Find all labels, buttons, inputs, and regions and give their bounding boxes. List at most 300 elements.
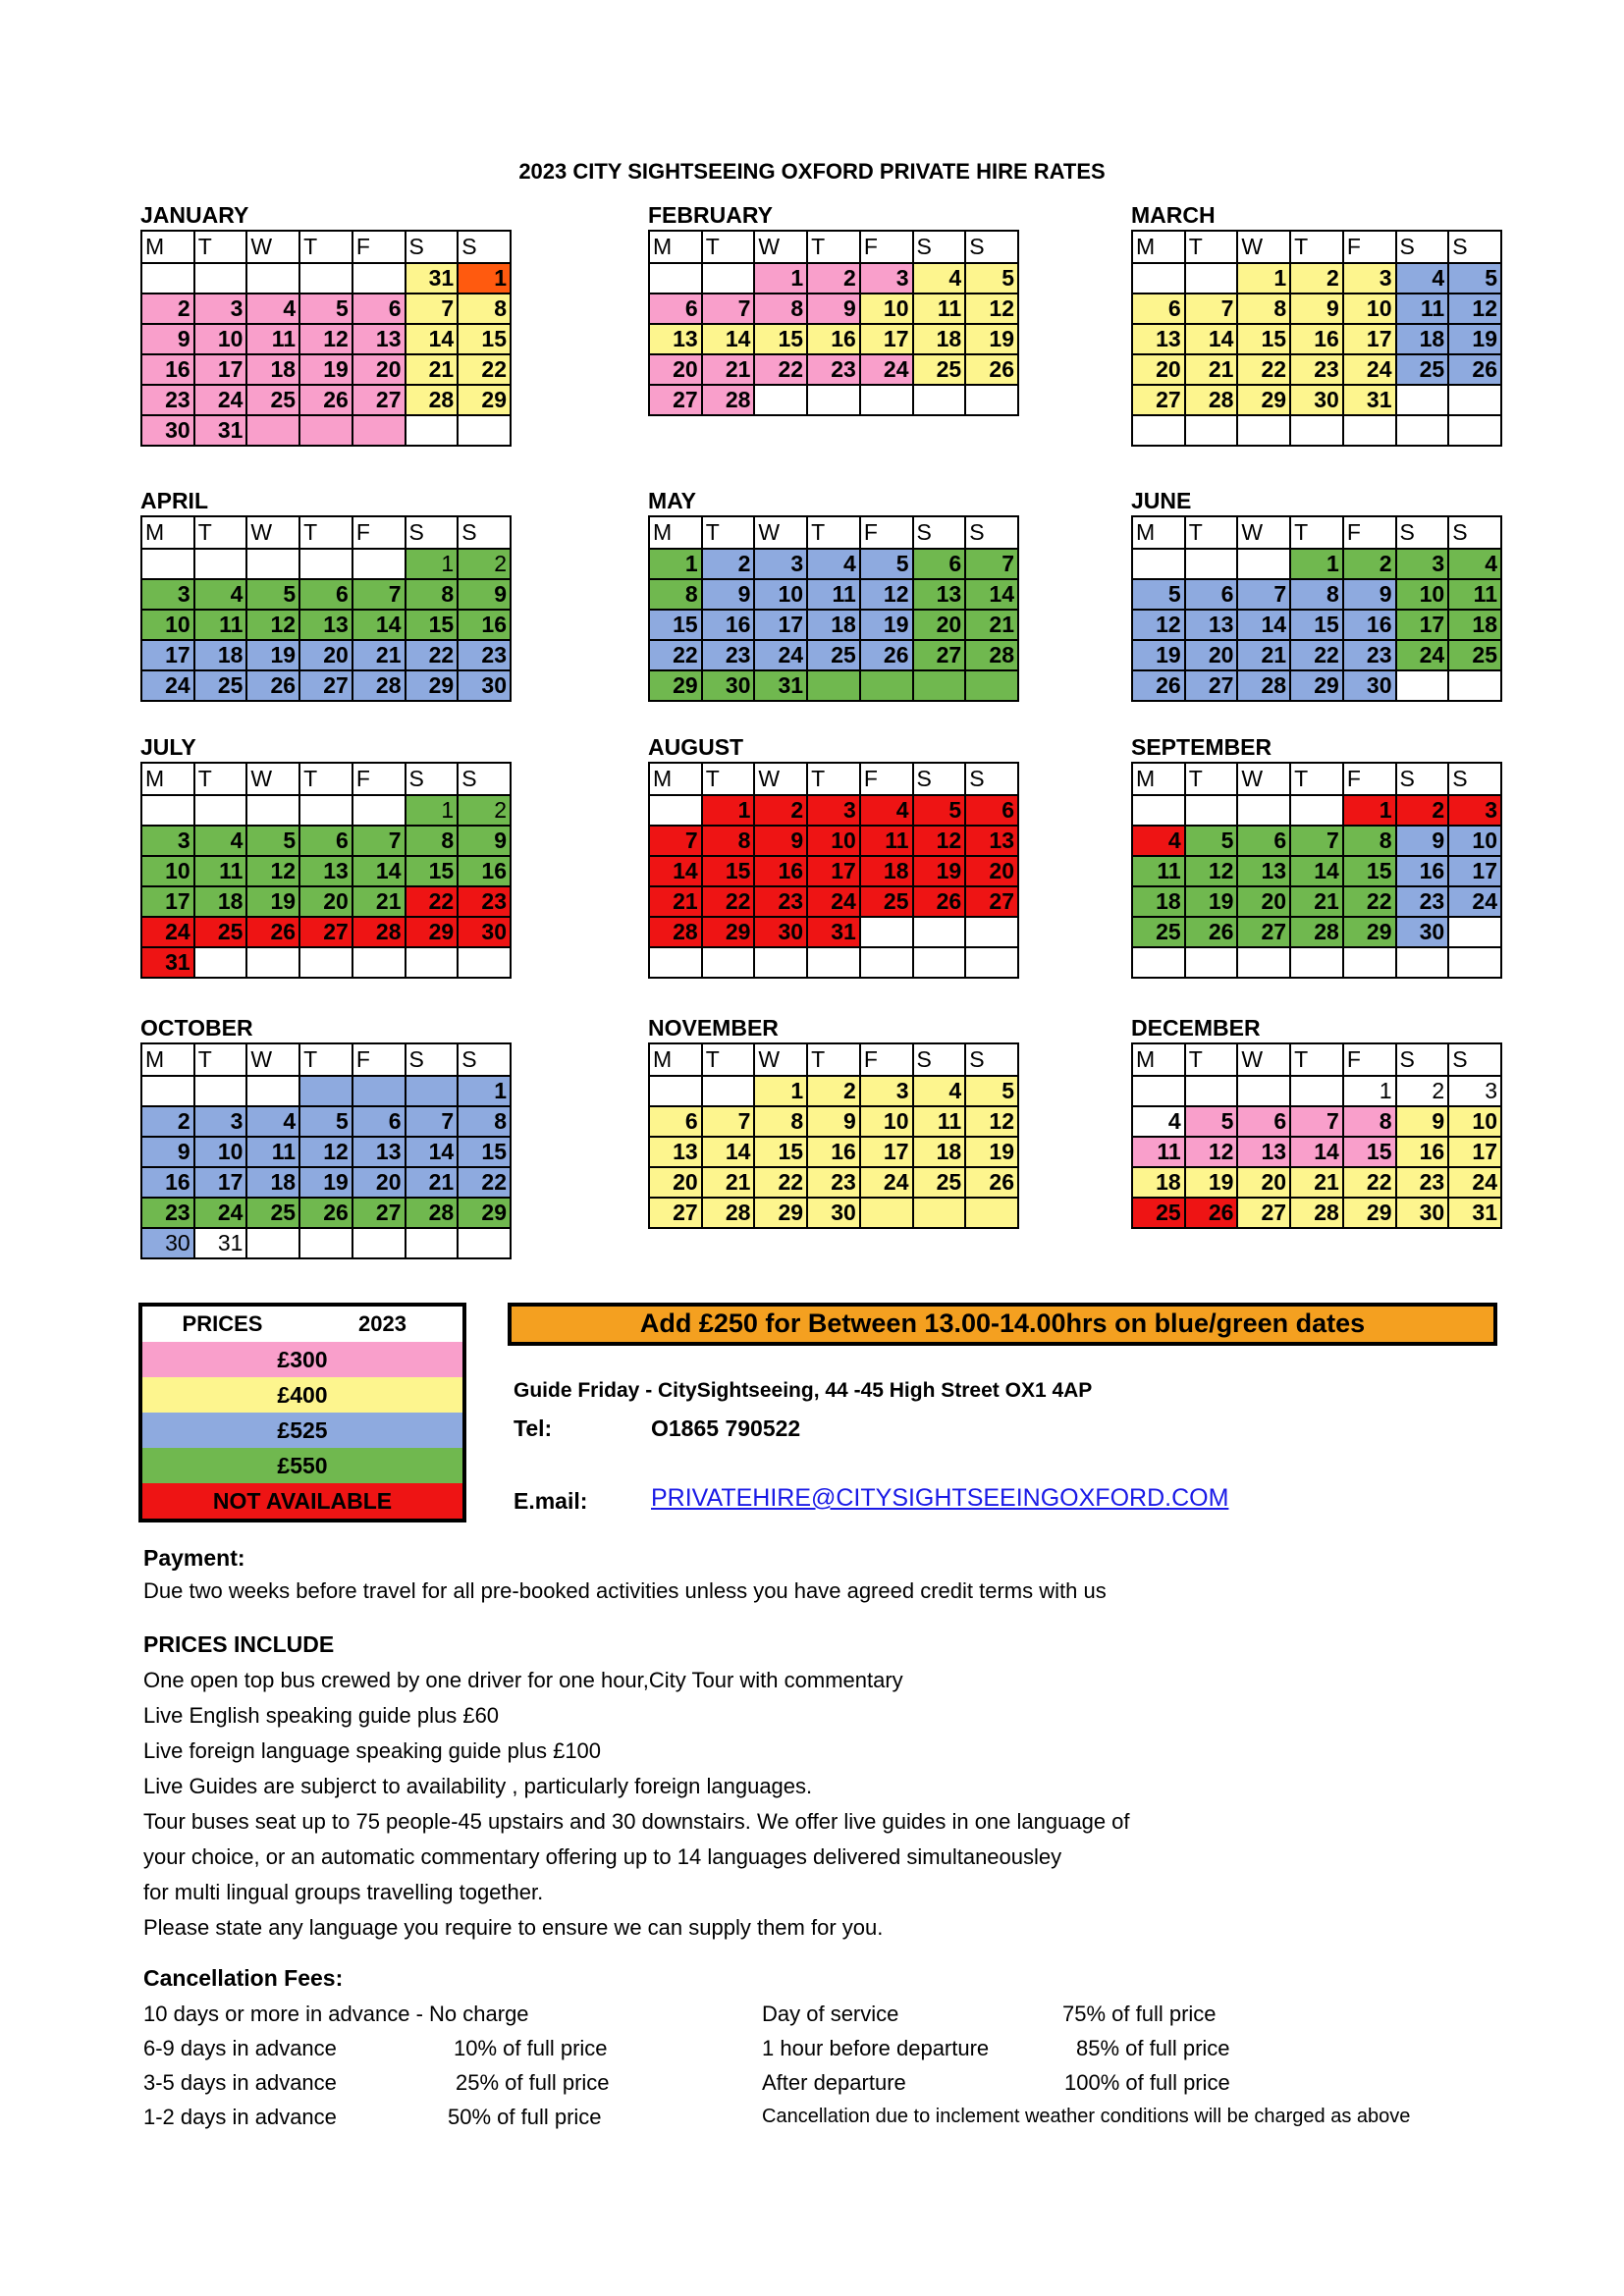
day-cell: 2 [807,1076,860,1106]
day-cell: 21 [1290,1167,1343,1198]
day-cell: 10 [194,1137,247,1167]
month-name: SEPTEMBER [1131,734,1272,760]
prices-include-line: Live Guides are subjerct to availability , particularly foreign languages. [143,1774,813,1798]
day-cell: 29 [1237,385,1290,415]
day-cell: 20 [299,640,352,670]
day-cell [649,947,702,978]
day-cell [860,947,913,978]
day-cell: 21 [352,640,406,670]
weekday-header: M [649,1043,702,1076]
day-cell [458,1228,511,1258]
day-cell: 7 [965,549,1018,579]
day-cell: 28 [1185,385,1238,415]
weekday-header: T [194,763,247,795]
day-cell: 3 [141,579,194,610]
day-cell [1132,795,1185,826]
day-cell: 15 [754,1137,807,1167]
day-cell: 11 [194,856,247,886]
day-cell: 7 [352,579,406,610]
week-row [649,886,1018,917]
weekday-header: T [807,516,860,549]
day-cell [406,1076,459,1106]
week-row [141,640,511,670]
day-cell: 5 [1132,579,1185,610]
day-cell [702,263,755,294]
day-cell: 6 [1237,1106,1290,1137]
day-cell [406,947,459,978]
day-cell: 5 [299,1106,352,1137]
weekday-header: S [1448,1043,1501,1076]
day-cell: 28 [965,640,1018,670]
day-cell: 6 [649,294,702,324]
day-cell: 22 [406,640,459,670]
day-cell: 30 [702,670,755,701]
day-cell: 22 [1290,640,1343,670]
day-cell: 2 [458,795,511,826]
day-cell: 10 [194,324,247,354]
day-cell [406,1228,459,1258]
day-cell: 24 [860,1167,913,1198]
day-cell [141,263,194,294]
day-cell: 19 [965,1137,1018,1167]
day-cell: 23 [807,1167,860,1198]
month-name: MAY [648,488,696,513]
day-cell: 16 [458,856,511,886]
week-row [1132,549,1501,579]
day-cell: 21 [1237,640,1290,670]
day-cell: 22 [406,886,459,917]
day-cell: 13 [965,826,1018,856]
weekday-header: W [754,231,807,263]
day-cell [352,795,406,826]
weekday-header: M [1132,1043,1185,1076]
weekday-header: T [702,231,755,263]
day-cell: 20 [1185,640,1238,670]
tel-value: O1865 790522 [651,1415,801,1441]
day-cell: 15 [702,856,755,886]
day-cell [860,917,913,947]
day-cell: 16 [141,354,194,385]
day-cell: 31 [194,1228,247,1258]
day-cell: 29 [406,670,459,701]
weekday-header: M [1132,231,1185,263]
day-cell: 14 [965,579,1018,610]
cancellation-item: 1 hour before departure 85% of full price [762,2036,1230,2060]
day-cell: 23 [702,640,755,670]
day-cell: 21 [1290,886,1343,917]
month-table [1131,230,1502,447]
weekday-header: T [807,1043,860,1076]
day-cell: 19 [860,610,913,640]
day-cell: 13 [649,324,702,354]
day-cell: 14 [1237,610,1290,640]
day-cell [754,385,807,415]
day-cell: 28 [406,385,459,415]
day-cell: 4 [1132,826,1185,856]
day-cell: 1 [458,1076,511,1106]
day-cell: 28 [702,1198,755,1228]
day-cell: 9 [754,826,807,856]
day-cell: 15 [458,1137,511,1167]
week-row [1132,1076,1501,1106]
day-cell: 12 [913,826,966,856]
cancellation-item: Day of service 75% of full price [762,2002,1217,2026]
day-cell [458,415,511,446]
day-cell: 2 [141,1106,194,1137]
weekday-header: S [965,516,1018,549]
month-february [648,200,1021,416]
day-cell: 3 [860,263,913,294]
day-cell [1185,263,1238,294]
weekday-header: S [1396,231,1449,263]
legend-row-525: £525 [142,1413,462,1448]
day-cell: 29 [649,670,702,701]
day-cell: 27 [649,385,702,415]
day-cell: 4 [913,1076,966,1106]
day-cell: 25 [1448,640,1501,670]
day-cell [965,670,1018,701]
week-row [649,1106,1018,1137]
weekday-header: S [458,516,511,549]
day-cell: 8 [406,579,459,610]
weekday-header: S [913,763,966,795]
day-cell: 17 [860,324,913,354]
day-cell: 6 [299,579,352,610]
week-row [649,579,1018,610]
cancellation-right [762,1997,1410,2134]
day-cell: 28 [649,917,702,947]
tel-label: Tel: [514,1415,553,1441]
day-cell: 3 [1396,549,1449,579]
day-cell [299,795,352,826]
week-row [1132,640,1501,670]
day-cell: 5 [913,795,966,826]
weekday-header: M [649,231,702,263]
weekday-header: M [649,516,702,549]
day-cell: 22 [458,354,511,385]
day-cell: 29 [458,1198,511,1228]
day-cell: 21 [702,1167,755,1198]
day-cell: 13 [352,324,406,354]
week-row [649,1167,1018,1198]
day-cell: 7 [702,294,755,324]
cancellation-left [143,1997,610,2134]
day-cell: 8 [458,294,511,324]
day-cell: 9 [1396,1106,1449,1137]
day-cell: 27 [299,917,352,947]
day-cell: 15 [458,324,511,354]
weekday-header: F [860,763,913,795]
week-row [1132,294,1501,324]
day-cell: 26 [965,354,1018,385]
weekday-header: S [1448,231,1501,263]
weekday-header: S [1396,1043,1449,1076]
weekday-header: S [913,231,966,263]
week-row [1132,579,1501,610]
day-cell: 31 [141,947,194,978]
weekday-header: T [194,1043,247,1076]
day-cell: 26 [299,385,352,415]
day-cell: 26 [913,886,966,917]
day-cell: 7 [1237,579,1290,610]
day-cell: 10 [860,294,913,324]
week-row [141,795,511,826]
week-row [649,549,1018,579]
week-row [1132,795,1501,826]
weekday-header: T [807,231,860,263]
day-cell [1343,947,1396,978]
day-cell: 26 [1448,354,1501,385]
day-cell: 9 [141,1137,194,1167]
day-cell: 11 [807,579,860,610]
week-row [1132,947,1501,978]
day-cell: 20 [649,354,702,385]
day-cell: 1 [649,549,702,579]
week-row [141,415,511,446]
day-cell [1448,385,1501,415]
weekday-header: T [1290,1043,1343,1076]
week-row [141,886,511,917]
weekday-header: S [406,1043,459,1076]
day-cell: 27 [1185,670,1238,701]
day-cell [299,1228,352,1258]
day-cell: 2 [1343,549,1396,579]
day-cell: 18 [194,640,247,670]
day-cell: 12 [1185,1137,1238,1167]
day-cell [807,947,860,978]
day-cell [1237,795,1290,826]
day-cell: 22 [1343,1167,1396,1198]
month-name: JUNE [1131,488,1192,513]
weekday-header: T [1185,231,1238,263]
day-cell: 14 [1185,324,1238,354]
week-row [649,294,1018,324]
day-cell: 15 [649,610,702,640]
day-cell: 26 [1185,917,1238,947]
weekday-header: F [860,516,913,549]
week-row [649,1198,1018,1228]
weekday-header: S [458,1043,511,1076]
day-cell: 22 [754,354,807,385]
day-cell: 21 [965,610,1018,640]
day-cell: 5 [299,294,352,324]
day-cell: 31 [807,917,860,947]
legend-row-not-available: NOT AVAILABLE [142,1483,462,1519]
month-name: OCTOBER [140,1015,253,1041]
day-cell [1290,947,1343,978]
day-cell: 24 [194,385,247,415]
day-cell: 5 [1185,826,1238,856]
week-row [141,579,511,610]
day-cell: 11 [913,1106,966,1137]
day-cell: 14 [406,1137,459,1167]
weekday-header: W [754,516,807,549]
cancellation-item: 6-9 days in advance 10% of full price [143,2036,608,2060]
day-cell: 28 [352,670,406,701]
week-row [1132,917,1501,947]
day-cell [1185,795,1238,826]
day-cell: 8 [754,1106,807,1137]
day-cell: 15 [1343,856,1396,886]
day-cell: 21 [702,354,755,385]
day-cell: 20 [913,610,966,640]
day-cell: 18 [1132,886,1185,917]
day-cell: 7 [1290,1106,1343,1137]
day-cell [1185,549,1238,579]
prices-include-heading: PRICES INCLUDE [143,1631,335,1657]
day-cell [194,263,247,294]
day-cell: 5 [246,826,299,856]
day-cell [1185,1076,1238,1106]
month-name: JANUARY [140,202,249,228]
day-cell: 14 [406,324,459,354]
day-cell [702,1076,755,1106]
week-row [141,1198,511,1228]
day-cell: 18 [194,886,247,917]
day-cell: 12 [965,294,1018,324]
day-cell [913,670,966,701]
day-cell: 28 [406,1198,459,1228]
day-cell: 13 [352,1137,406,1167]
day-cell [913,947,966,978]
day-cell: 9 [1396,826,1449,856]
day-cell: 1 [1343,795,1396,826]
day-cell: 19 [299,354,352,385]
day-cell: 4 [1396,263,1449,294]
day-cell: 24 [194,1198,247,1228]
day-cell: 19 [246,640,299,670]
day-cell: 18 [913,1137,966,1167]
day-cell [860,670,913,701]
day-cell: 24 [1448,1167,1501,1198]
weekday-header: F [860,1043,913,1076]
week-row [649,1076,1018,1106]
week-row [649,670,1018,701]
month-table [140,515,512,702]
day-cell: 24 [1448,886,1501,917]
day-cell [246,1228,299,1258]
day-cell: 9 [1343,579,1396,610]
day-cell: 27 [1237,1198,1290,1228]
contact-address: Guide Friday - CitySightseeing, 44 -45 High Street OX1 4AP [514,1379,1093,1402]
weekday-header: M [1132,763,1185,795]
payment-text: Due two weeks before travel for all pre-booked activities unless you have agreed credit terms with us [143,1578,1107,1603]
week-row [141,826,511,856]
day-cell: 24 [141,670,194,701]
weekday-header: T [194,516,247,549]
day-cell: 13 [1237,856,1290,886]
day-cell: 21 [649,886,702,917]
day-cell: 17 [860,1137,913,1167]
day-cell: 15 [754,324,807,354]
day-cell [860,1198,913,1228]
day-cell [1132,947,1185,978]
day-cell [352,263,406,294]
prices-include-line: Live foreign language speaking guide plus £100 [143,1738,602,1763]
day-cell: 15 [1290,610,1343,640]
day-cell: 6 [649,1106,702,1137]
day-cell: 14 [1290,1137,1343,1167]
day-cell: 6 [1132,294,1185,324]
day-cell [352,1228,406,1258]
legend-row-300: £300 [142,1342,462,1377]
weekday-header: F [1343,1043,1396,1076]
day-cell: 25 [913,354,966,385]
price-legend [138,1303,466,1522]
weekday-header: F [1343,231,1396,263]
day-cell: 25 [1132,917,1185,947]
day-cell [1237,549,1290,579]
day-cell: 11 [1396,294,1449,324]
day-cell: 2 [1396,1076,1449,1106]
weekday-header: W [246,516,299,549]
weekday-header: M [649,763,702,795]
day-cell: 9 [1290,294,1343,324]
day-cell: 16 [141,1167,194,1198]
cancellation-item: 10 days or more in advance - No charge [143,2002,529,2026]
day-cell: 25 [807,640,860,670]
day-cell [458,947,511,978]
week-row [141,263,511,294]
day-cell [965,385,1018,415]
day-cell: 30 [141,415,194,446]
month-table [140,1042,512,1259]
weekday-header: F [860,231,913,263]
week-row [1132,385,1501,415]
day-cell: 27 [1237,917,1290,947]
day-cell: 30 [1396,1198,1449,1228]
surcharge-banner: Add £250 for Between 13.00-14.00hrs on blue/green dates [508,1303,1497,1346]
day-cell: 26 [246,917,299,947]
day-cell: 30 [458,670,511,701]
day-cell: 16 [1290,324,1343,354]
day-cell: 17 [141,886,194,917]
day-cell: 21 [406,354,459,385]
week-row [649,385,1018,415]
day-cell: 11 [246,1137,299,1167]
day-cell: 25 [1396,354,1449,385]
day-cell: 1 [1290,549,1343,579]
day-cell [1237,947,1290,978]
day-cell: 22 [1237,354,1290,385]
day-cell: 3 [1448,795,1501,826]
day-cell: 12 [1132,610,1185,640]
day-cell: 30 [141,1228,194,1258]
day-cell: 23 [141,385,194,415]
month-table [1131,1042,1502,1229]
day-cell: 4 [1132,1106,1185,1137]
week-row [141,1137,511,1167]
month-june [1131,486,1504,702]
month-table [648,230,1019,416]
day-cell: 28 [1290,1198,1343,1228]
day-cell: 1 [754,1076,807,1106]
cancellation-item: 3-5 days in advance 25% of full price [143,2070,610,2095]
day-cell: 1 [1343,1076,1396,1106]
day-cell: 26 [965,1167,1018,1198]
email-link[interactable]: PRIVATEHIRE@CITYSIGHTSEEINGOXFORD.COM [651,1484,1229,1512]
day-cell: 3 [807,795,860,826]
day-cell [352,415,406,446]
week-row [141,1106,511,1137]
day-cell: 6 [299,826,352,856]
day-cell: 10 [141,856,194,886]
day-cell: 19 [965,324,1018,354]
day-cell: 26 [1185,1198,1238,1228]
week-row [1132,856,1501,886]
day-cell [352,947,406,978]
prices-include-list [143,1663,1130,1946]
